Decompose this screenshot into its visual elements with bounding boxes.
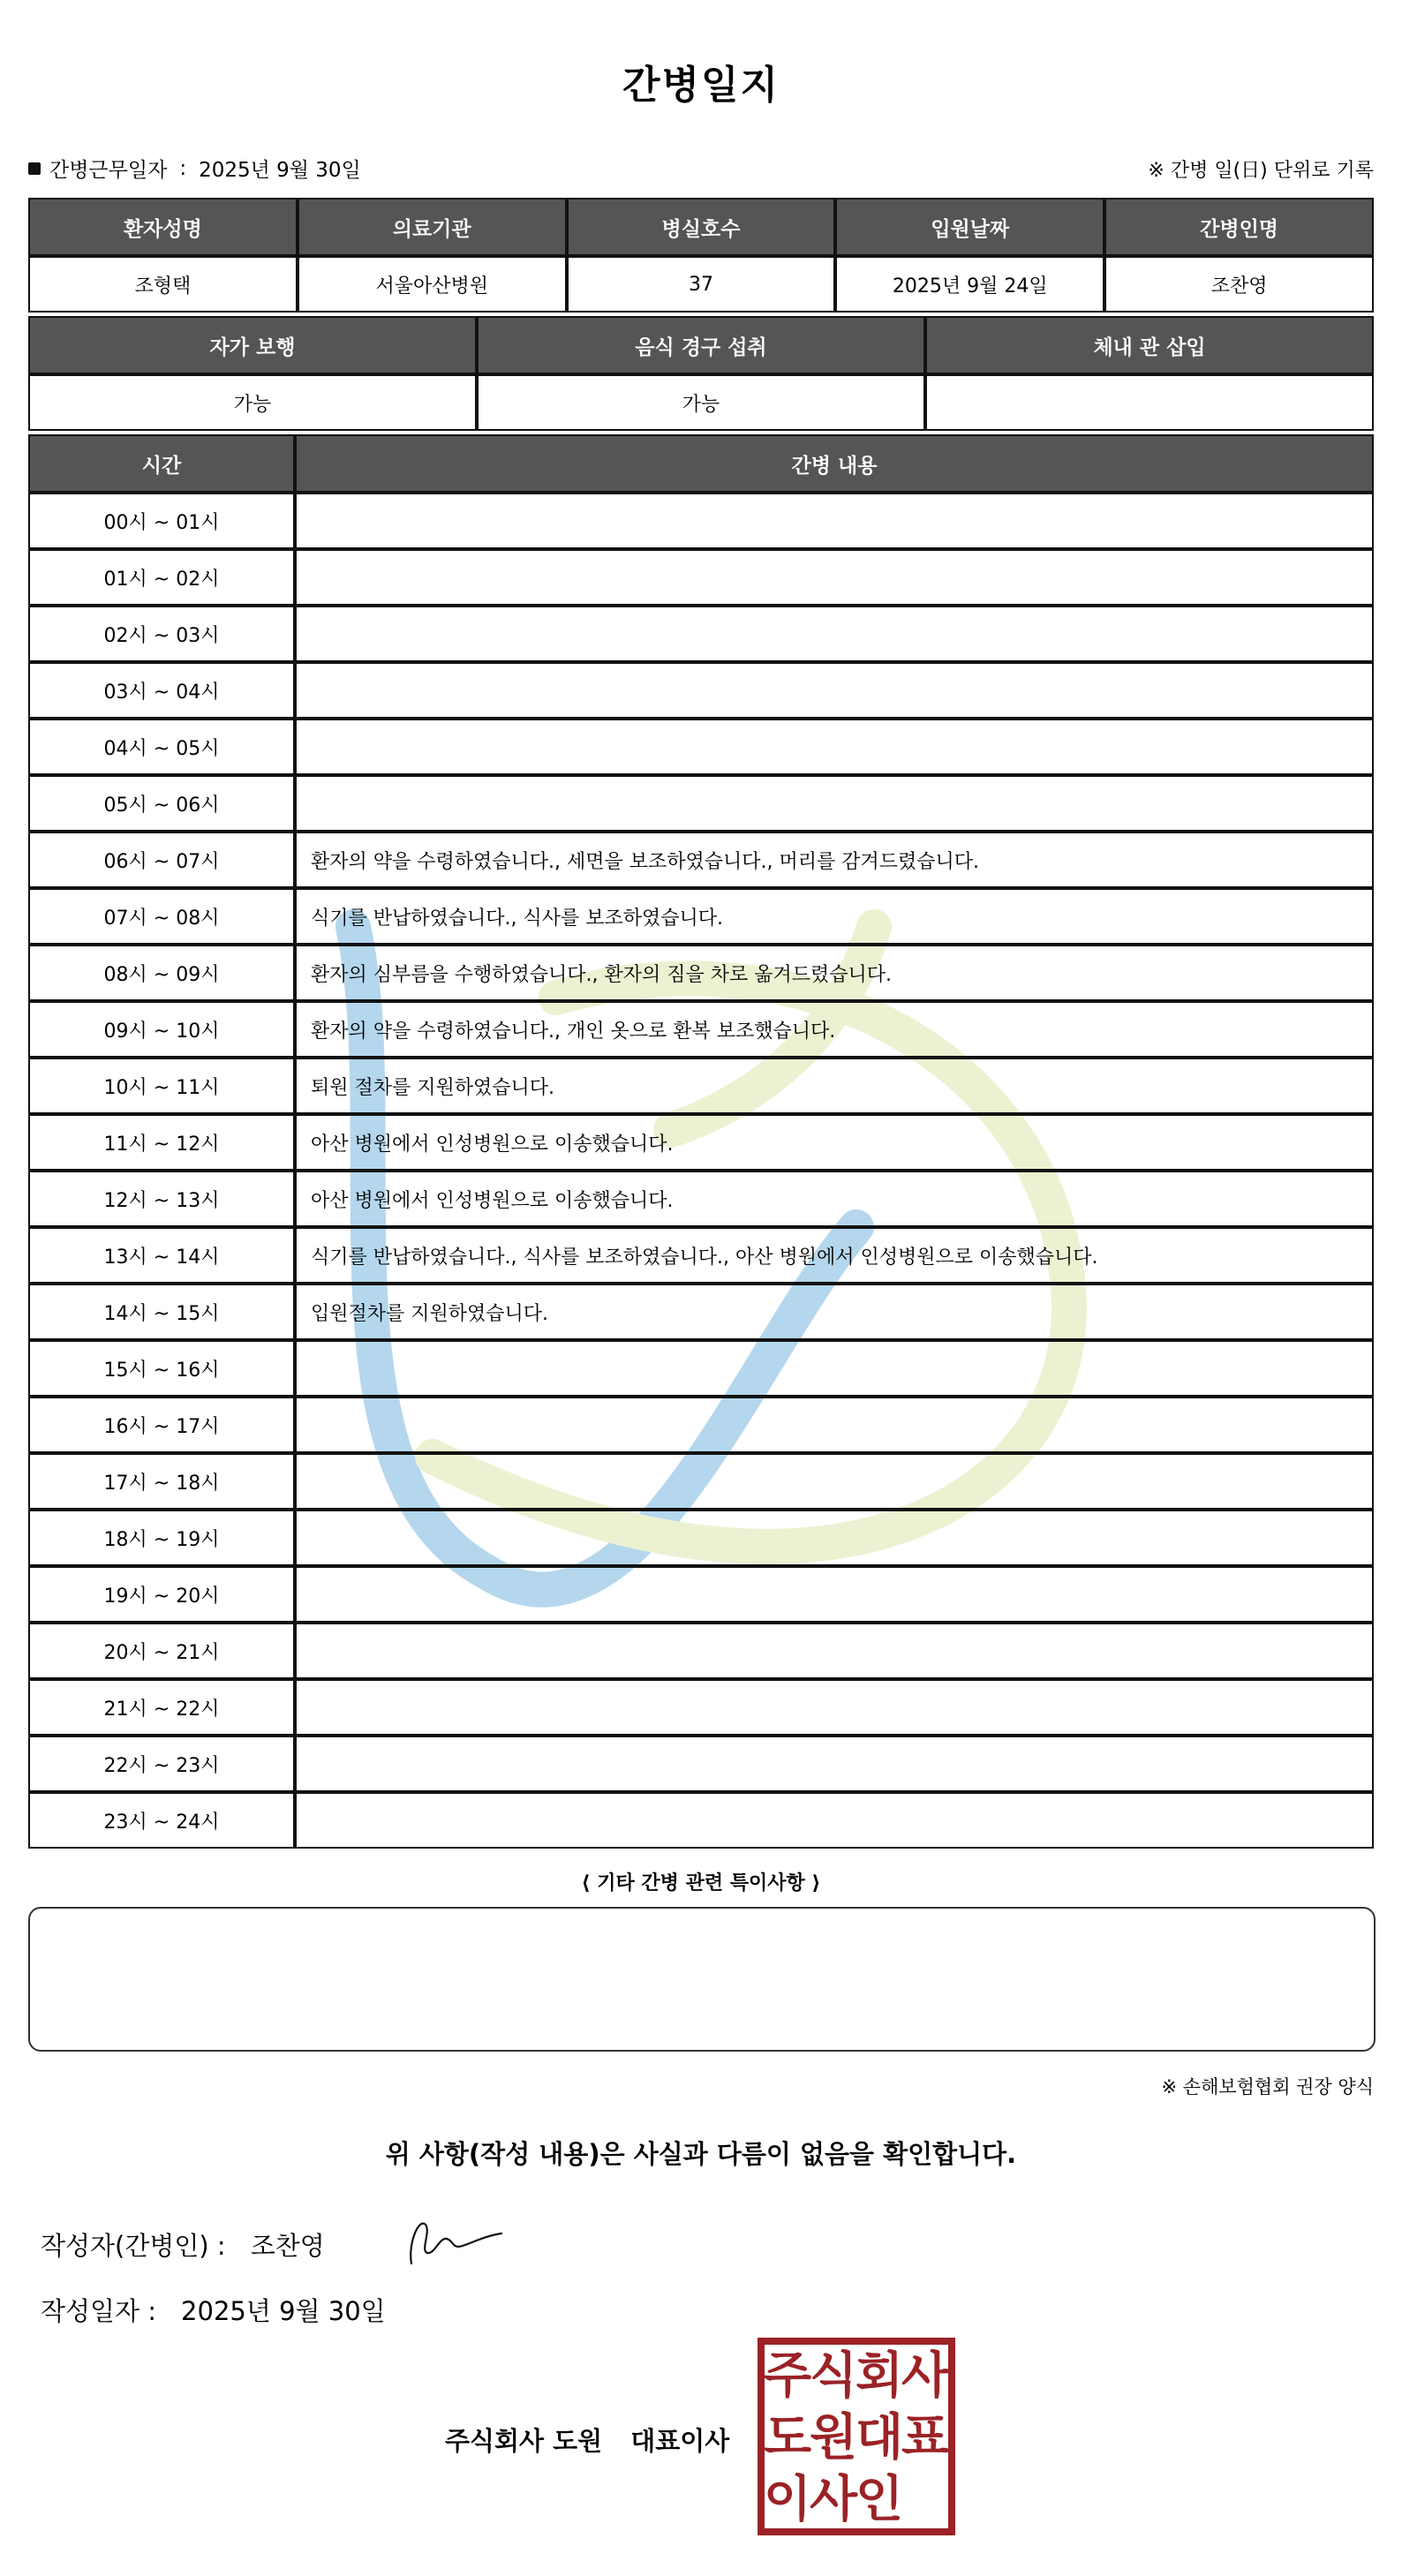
time-slot: 19시 ~ 20시 [28,1566,295,1623]
care-content: 아산 병원에서 인성병원으로 이송했습니다. [295,1171,1374,1227]
care-content [295,1453,1374,1510]
sign-date-value: 2025년 9월 30일 [181,2296,386,2326]
handwritten-signature [399,2209,505,2271]
table-row [28,1453,1374,1510]
table-row [28,1171,1374,1227]
time-slot: 23시 ~ 24시 [28,1792,295,1849]
table-row [28,1284,1374,1340]
table-row [28,1679,1374,1736]
table-row [28,1623,1374,1679]
header-time: 시간 [28,434,295,493]
care-content: 환자의 약을 수령하였습니다., 개인 옷으로 환복 보조했습니다. [295,1001,1374,1058]
time-slot: 21시 ~ 22시 [28,1679,295,1736]
seal-character: 표 [901,2409,950,2467]
form-source-note: ※ 손해보험협회 권장 양식 [1161,2076,1374,2098]
care-content [295,1736,1374,1792]
header-patient-name: 환자성명 [28,198,298,256]
table-row [28,1736,1374,1792]
table-row [28,662,1374,719]
sign-date-label: 작성일자 : [41,2296,157,2326]
hospital-name: 서울아산병원 [298,256,567,313]
table-row [28,832,1374,888]
oral-intake-value: 가능 [477,374,925,431]
patient-name: 조형택 [28,256,298,313]
seal-character: 주 [763,2347,812,2405]
care-content: 아산 병원에서 인성병원으로 이송했습니다. [295,1114,1374,1171]
care-content [295,1623,1374,1679]
admission-date: 2025년 9월 24일 [835,256,1104,313]
work-date-value: 2025년 9월 30일 [199,159,361,182]
time-slot: 06시 ~ 07시 [28,832,295,888]
care-content: 식기를 반납하였습니다., 식사를 보조하였습니다., 아산 병원에서 인성병원으로 이송했습니다. [295,1227,1374,1284]
header-tube-insertion: 체내 관 삽입 [925,316,1374,374]
care-content [295,1679,1374,1736]
table-row [28,1566,1374,1623]
care-content: 식기를 반납하였습니다., 식사를 보조하였습니다. [295,888,1374,945]
time-slot: 18시 ~ 19시 [28,1510,295,1566]
document-title: 간병일지 [622,63,780,108]
sign-date-line [41,2292,386,2328]
seal-character: 회 [855,2347,904,2405]
care-content [295,1566,1374,1623]
signer-line [41,2226,325,2263]
work-date-label: 간병근무일자 [49,159,168,182]
remarks-box [28,1907,1376,2052]
time-slot: 22시 ~ 23시 [28,1736,295,1792]
care-content [295,606,1374,662]
company-signature-line [445,2422,729,2458]
care-content: 입원절차를 지원하였습니다. [295,1284,1374,1340]
time-slot: 14시 ~ 15시 [28,1284,295,1340]
confirmation-statement: 위 사항(작성 내용)은 사실과 다름이 없음을 확인합니다. [385,2139,1017,2169]
seal-character: 원 [809,2409,858,2467]
care-content [295,1510,1374,1566]
header-oral-intake: 음식 경구 섭취 [477,316,925,374]
tube-insertion-value [925,374,1374,431]
seal-character: 인 [855,2471,904,2528]
time-slot: 08시 ~ 09시 [28,945,295,1001]
company-title: 대표이사 [630,2426,730,2456]
seal-character: 식 [809,2347,858,2405]
care-content [295,662,1374,719]
company-name: 주식회사 도원 [445,2426,603,2456]
work-date-separator: : [179,156,187,180]
table-row [28,549,1374,606]
care-content [295,1340,1374,1397]
time-slot: 05시 ~ 06시 [28,775,295,832]
header-caregiver-name: 간병인명 [1104,198,1374,256]
patient-info-table [28,198,1374,313]
care-content [295,1397,1374,1453]
table-row [28,1397,1374,1453]
header-self-walking: 자가 보행 [28,316,477,374]
header-hospital: 의료기관 [298,198,567,256]
signer-name: 조찬영 [250,2231,325,2261]
time-slot: 04시 ~ 05시 [28,719,295,775]
table-row [28,606,1374,662]
patient-status-table [28,316,1374,431]
remarks-title: ⟨ 기타 간병 관련 특이사항 ⟩ [581,1872,821,1894]
time-slot: 00시 ~ 01시 [28,493,295,549]
seal-character: 도 [763,2409,812,2467]
table-row [28,493,1374,549]
seal-character: 대 [855,2409,904,2467]
seal-character: 사 [901,2347,950,2405]
bullet-square-icon [28,162,41,175]
time-slot: 09시 ~ 10시 [28,1001,295,1058]
care-content [295,1792,1374,1849]
time-slot: 15시 ~ 16시 [28,1340,295,1397]
care-content: 퇴원 절차를 지원하였습니다. [295,1058,1374,1114]
table-row [28,1001,1374,1058]
seal-character: 사 [809,2471,858,2528]
table-row [28,719,1374,775]
care-content [295,719,1374,775]
time-slot: 01시 ~ 02시 [28,549,295,606]
table-row [28,888,1374,945]
company-seal-stamp [758,2338,955,2535]
header-admission-date: 입원날짜 [835,198,1104,256]
table-row [28,1114,1374,1171]
time-slot: 20시 ~ 21시 [28,1623,295,1679]
care-log-table [28,434,1374,1849]
header-care-content: 간병 내용 [295,434,1374,493]
table-row [28,1227,1374,1284]
table-row [28,945,1374,1001]
care-content: 환자의 심부름을 수행하였습니다., 환자의 짐을 차로 옮겨드렸습니다. [295,945,1374,1001]
time-slot: 07시 ~ 08시 [28,888,295,945]
signer-label: 작성자(간병인) : [41,2231,226,2261]
time-slot: 16시 ~ 17시 [28,1397,295,1453]
time-slot: 02시 ~ 03시 [28,606,295,662]
room-number: 37 [567,256,836,313]
care-content [295,775,1374,832]
table-row [28,775,1374,832]
table-row [28,1792,1374,1849]
care-content [295,493,1374,549]
table-row [28,1510,1374,1566]
time-slot: 12시 ~ 13시 [28,1171,295,1227]
time-slot: 03시 ~ 04시 [28,662,295,719]
time-slot: 17시 ~ 18시 [28,1453,295,1510]
unit-note: ※ 간병 일(日) 단위로 기록 [1148,160,1374,182]
caregiver-name: 조찬영 [1104,256,1374,313]
time-slot: 10시 ~ 11시 [28,1058,295,1114]
time-slot: 13시 ~ 14시 [28,1227,295,1284]
work-date [28,154,361,183]
time-slot: 11시 ~ 12시 [28,1114,295,1171]
self-walking-value: 가능 [28,374,477,431]
care-content: 환자의 약을 수령하였습니다., 세면을 보조하였습니다., 머리를 감겨드렸습니다. [295,832,1374,888]
care-content [295,549,1374,606]
header-room-number: 병실호수 [567,198,836,256]
table-row [28,1058,1374,1114]
table-row [28,1340,1374,1397]
seal-character: 이 [763,2471,812,2528]
